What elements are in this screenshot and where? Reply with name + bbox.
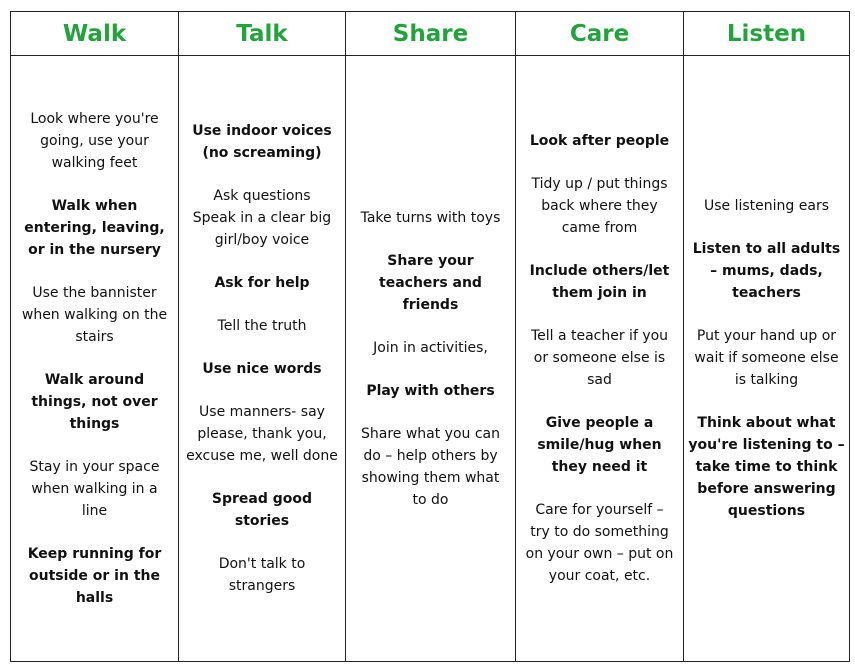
rule-item — [28, 543, 162, 609]
rule-line: Stay in your space — [29, 459, 160, 475]
rule-item — [366, 380, 494, 402]
rule-line: strangers — [228, 578, 296, 594]
behaviour-table — [10, 11, 850, 662]
rule-item — [693, 238, 840, 304]
rule-line: Don't talk to — [218, 556, 306, 572]
rule-item — [531, 173, 667, 239]
rule-item — [214, 272, 309, 294]
heading-talk: Talk — [179, 12, 346, 56]
rule-item — [379, 250, 482, 316]
rule-line: do – help others by — [363, 447, 498, 464]
column-listen — [684, 56, 849, 661]
rule-line: back where they — [541, 198, 658, 214]
rule-line: or in the nursery — [28, 242, 161, 258]
rule-line: when walking on the — [21, 307, 168, 323]
rule-line: Give people a — [545, 415, 654, 431]
rule-item — [24, 195, 165, 261]
rule-line: Play with others — [366, 382, 495, 399]
rule-line: Look where you're — [30, 111, 159, 127]
rule-line: Think about what — [697, 415, 836, 431]
rule-line: they need it — [551, 459, 648, 475]
rule-line: Spread good — [211, 491, 313, 507]
rule-line: things — [69, 416, 120, 432]
rule-line: Tell a teacher if you — [530, 328, 669, 344]
rule-item — [530, 260, 670, 304]
rule-line: things, not over — [31, 394, 158, 410]
rule-line: halls — [75, 590, 114, 606]
rule-line: before answering — [697, 481, 836, 497]
rule-line: to do — [412, 491, 449, 508]
rule-line: girl/boy voice — [214, 232, 310, 248]
rule-item — [193, 185, 331, 251]
rule-line: wait if someone else — [694, 350, 839, 366]
rule-line: Use indoor voices — [192, 123, 332, 139]
rule-line: questions — [727, 503, 806, 519]
rule-line: try to do something — [530, 524, 669, 540]
rule-line: Share what you can — [360, 425, 500, 442]
rule-line: outside or in the — [28, 568, 160, 584]
rule-line: Ask questions — [213, 188, 311, 204]
rule-line: teachers and — [379, 274, 482, 291]
rule-line: sad — [587, 372, 612, 388]
rule-item — [202, 358, 321, 380]
rule-item — [22, 282, 167, 348]
rule-line: stairs — [75, 329, 114, 345]
column-talk — [179, 56, 346, 661]
rule-item — [218, 315, 307, 337]
rule-line: Ask for help — [214, 275, 310, 291]
rule-line: Care for yourself – — [535, 502, 664, 518]
rule-line: Include others/let — [529, 263, 670, 279]
rule-line: or someone else is — [533, 350, 666, 366]
rule-line: line — [81, 503, 108, 519]
rule-line: came from — [561, 220, 638, 236]
rule-line: Speak in a clear big — [192, 210, 332, 226]
rule-line: going, use your — [40, 133, 149, 149]
rule-item — [530, 130, 669, 152]
rule-item — [219, 553, 306, 597]
rule-item — [186, 401, 338, 467]
rule-line: entering, leaving, — [24, 220, 165, 236]
rule-line: Take turns with toys — [360, 209, 501, 226]
column-care — [516, 56, 684, 661]
rule-line: them join in — [552, 285, 647, 301]
rule-line: Share your — [387, 252, 474, 269]
heading-share: Share — [346, 12, 516, 56]
rule-item — [361, 423, 500, 511]
rule-line: (no screaming) — [202, 145, 322, 161]
rule-line: – mums, dads, — [710, 263, 823, 279]
rule-line: Tidy up / put things — [531, 176, 668, 192]
rule-line: Use the bannister — [32, 285, 157, 301]
rule-line: is talking — [734, 372, 799, 388]
rule-line: Use nice words — [202, 361, 322, 377]
rule-item — [31, 369, 157, 435]
rule-item — [531, 325, 668, 391]
rule-line: smile/hug when — [537, 437, 662, 453]
rule-line: please, thank you, — [197, 426, 327, 442]
rule-line: take time to think — [695, 459, 838, 475]
column-share — [346, 56, 516, 661]
rule-item — [30, 108, 158, 174]
rule-item — [526, 499, 674, 587]
rule-line: Put your hand up or — [696, 328, 837, 344]
rule-item — [688, 412, 844, 522]
rule-line: Use listening ears — [704, 198, 829, 214]
rule-line: Listen to all adults — [692, 241, 841, 257]
rule-item — [192, 120, 332, 164]
heading-walk: Walk — [11, 12, 179, 56]
rule-line: your coat, etc. — [548, 568, 651, 584]
rule-line: you're listening to – — [688, 437, 845, 453]
rule-line: friends — [402, 296, 459, 313]
rule-line: excuse me, well done — [186, 448, 338, 464]
rule-line: stories — [234, 513, 290, 529]
rule-line: Look after people — [529, 133, 670, 149]
rule-item — [361, 207, 501, 229]
rule-line: Keep running for — [27, 546, 162, 562]
heading-care: Care — [516, 12, 684, 56]
rule-line: Walk when — [51, 198, 138, 214]
rule-item — [704, 195, 829, 217]
rule-line: teachers — [732, 285, 801, 301]
rule-line: Tell the truth — [217, 318, 307, 334]
rule-item — [373, 337, 488, 359]
rule-line: walking feet — [51, 155, 138, 171]
rule-line: showing them what — [361, 469, 500, 486]
heading-listen: Listen — [684, 12, 849, 56]
rule-line: Join in activities, — [373, 339, 488, 356]
rule-item — [212, 488, 312, 532]
rule-item — [694, 325, 838, 391]
rule-item — [30, 456, 160, 522]
rule-line: Walk around — [44, 372, 145, 388]
rule-item — [537, 412, 661, 478]
rule-line: Use manners- say — [199, 404, 325, 420]
rule-line: on your own – put on — [525, 546, 674, 562]
column-walk — [11, 56, 179, 661]
rule-line: when walking in a — [31, 481, 158, 497]
